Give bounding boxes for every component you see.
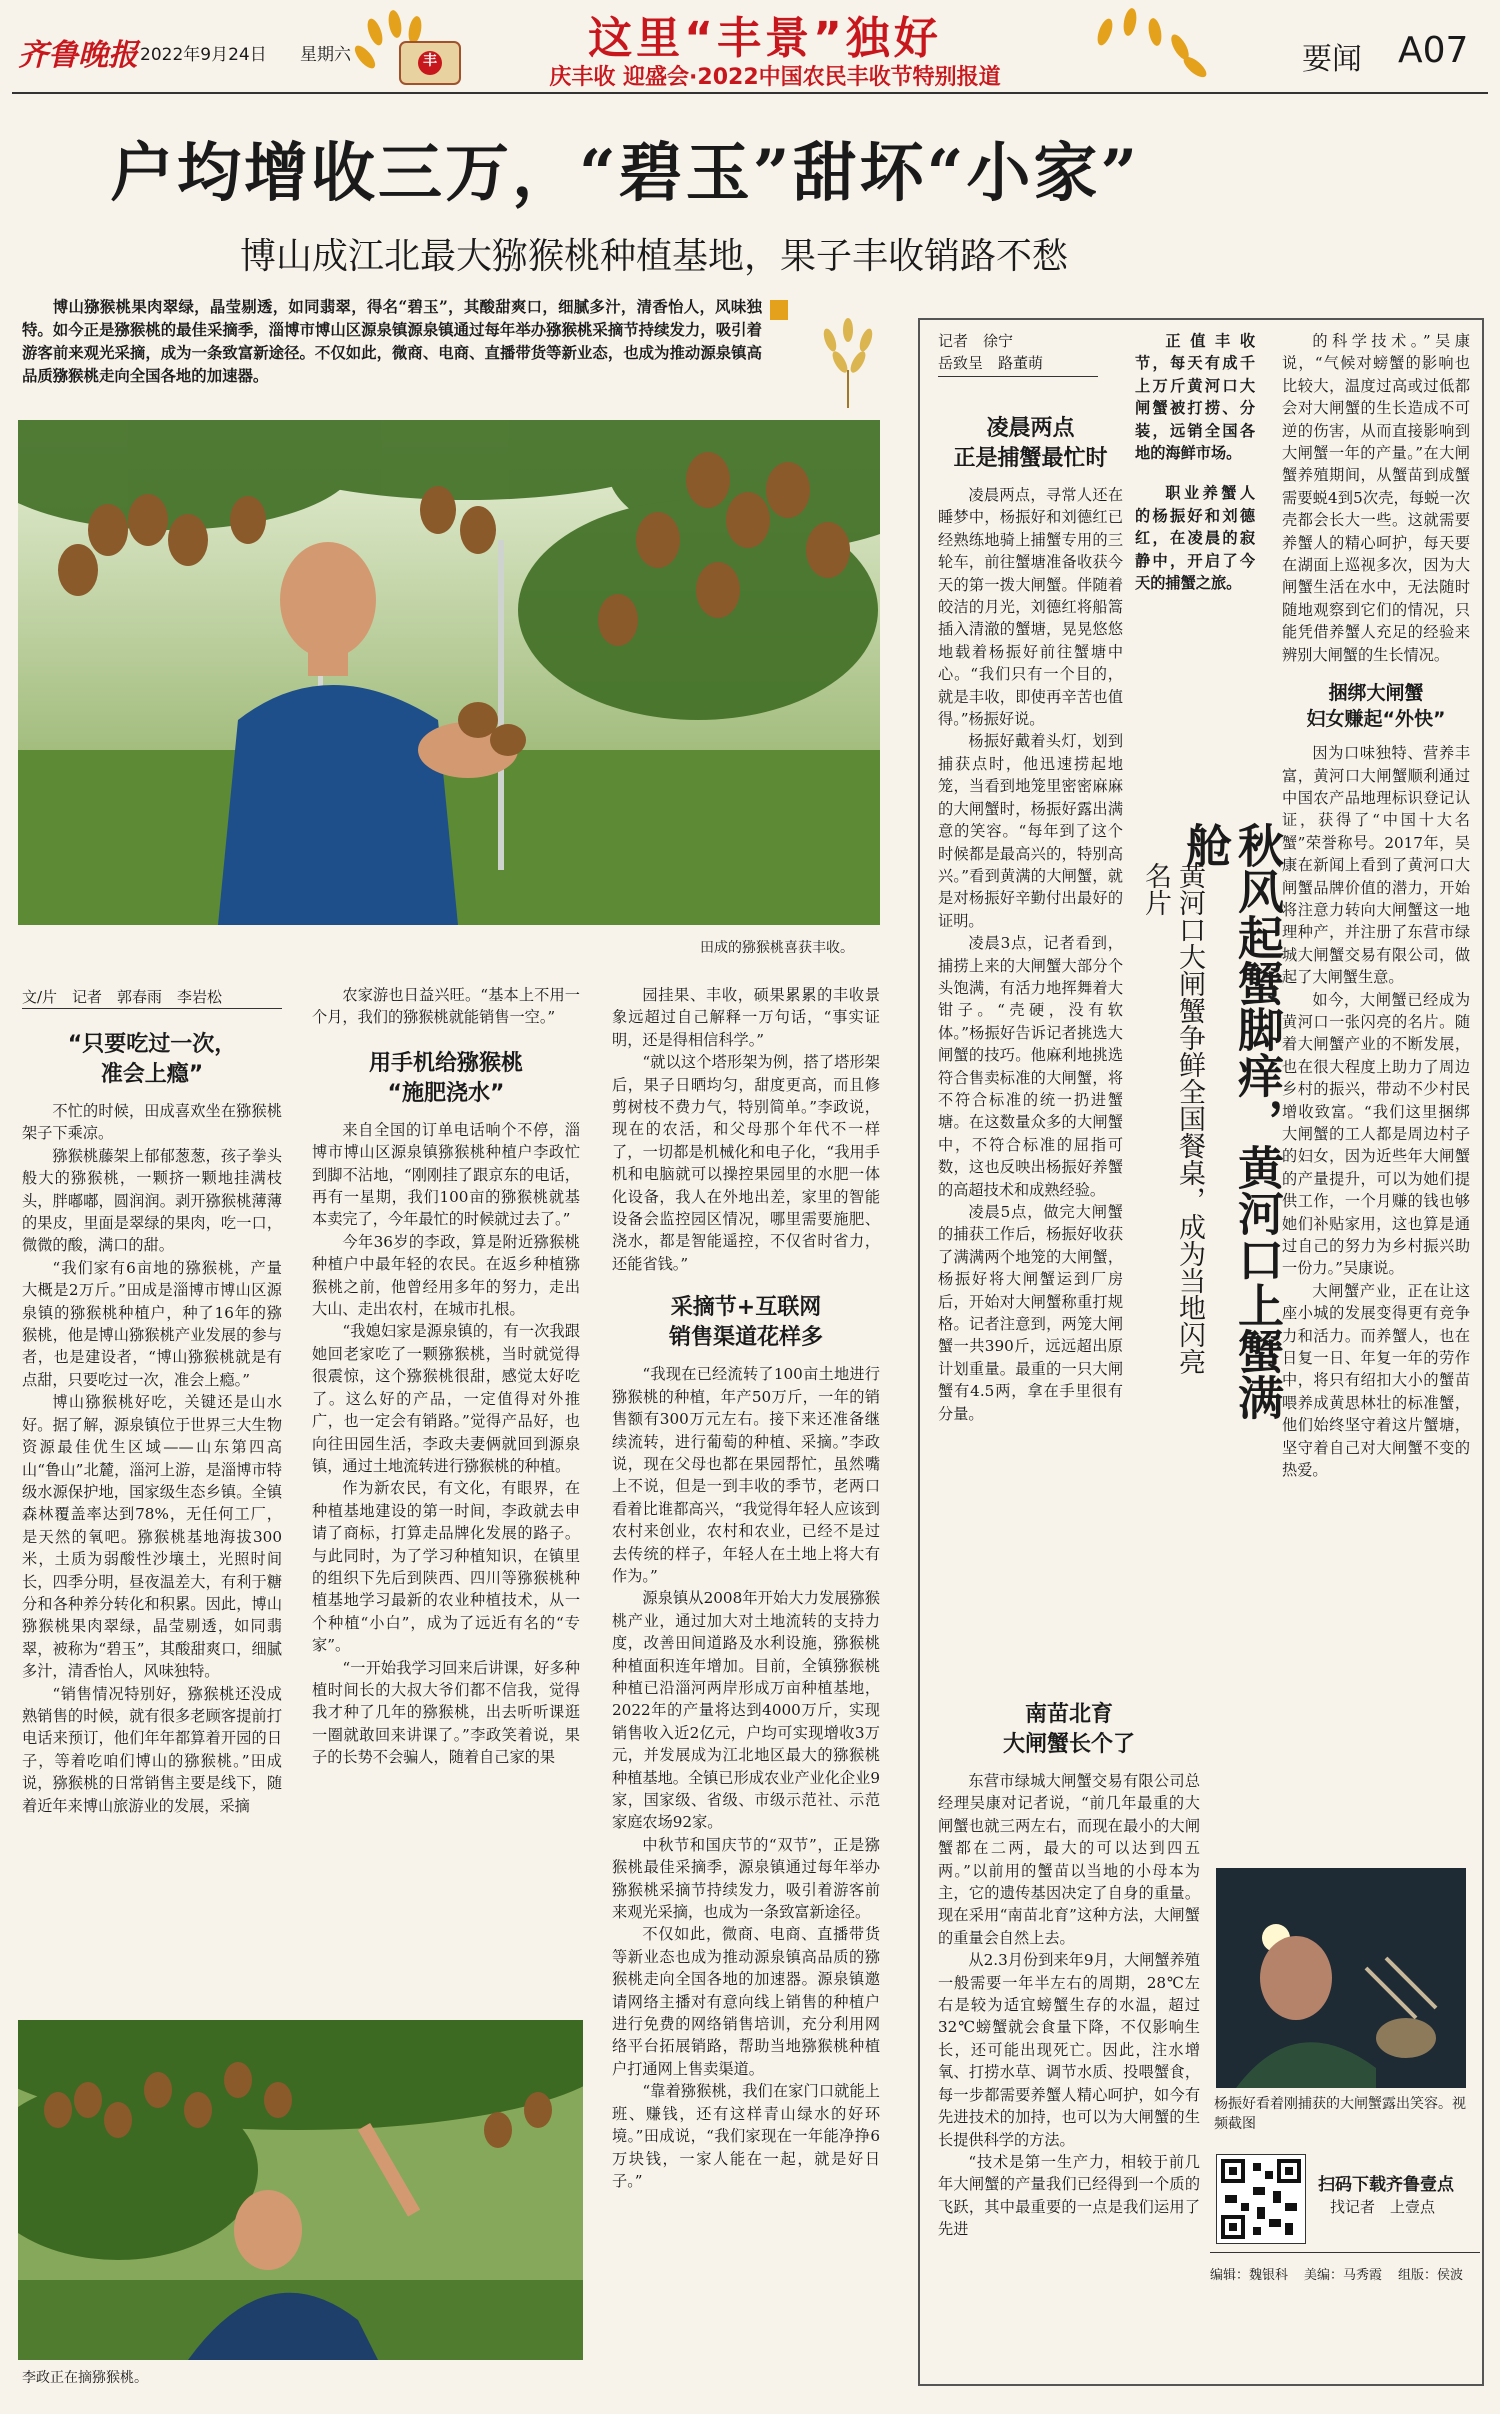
main-subtitle-3: 采摘节+互联网 销售渠道花样多 <box>668 1295 823 1351</box>
main-lead <box>22 296 762 412</box>
main-byline: 文/片 记者 郭春雨 李岩松 <box>22 988 223 1006</box>
paragraph: 不仅如此，微商、电商、直播带货等新业态也成为推动源泉镇高品质的猕猴桃走向全国各地的加速器。源泉镇邀请网络主播对有意向线上销售的种植户进行免费的网络销售培训，充分利用网络平台拓展销路，帮助当地猕猴桃种植户打通网上售卖渠道。 <box>612 1925 880 2078</box>
paragraph: 凌晨3点，记者看到，捕捞上来的大闸蟹大部分个头饱满，有活力地挥舞着大钳子。“壳硬，没有软体。”杨振好告诉记者挑选大闸蟹的技巧。他麻利地挑选符合售卖标准的大闸蟹，将不符合标准的统一扔进蟹塘。在这数量众多的大闸蟹中，不符合标准的屈指可数，这也反映出杨振好养蟹的高超技术和成熟经验。 <box>938 934 1123 1199</box>
paragraph: “一开始我学习回来后讲课，好多种植时间长的大叔大爷们都不信我，觉得我才种了几年的猕猴桃，出去听听课逛一圈就敢回来讲课了。”李政笑着说，果子的长势不会骗人，随着自己家的果 <box>312 1658 580 1767</box>
crab-column-1b <box>938 1700 1200 2380</box>
page-number: A07 <box>1398 30 1469 71</box>
wheat-left-icon <box>345 2 495 90</box>
issue-date: 2022年9月24日 <box>140 45 267 65</box>
qr-code[interactable] <box>1216 2154 1306 2244</box>
paragraph: 今年36岁的李政，算是附近猕猴桃种植户中最年轻的农民。在返乡种植猕猴桃之前，他曾经用多年的努力，走出大山、走出农村，在城市扎根。 <box>312 1232 580 1319</box>
harvest-banner <box>345 2 1225 90</box>
kiwi-picker-photo <box>18 2020 583 2360</box>
paragraph: “我媳妇家是源泉镇的，有一次我跟她回老家吃了一颗猕猴桃，当时就觉得很震惊，这个猕猴桃很甜，感觉太好吃了。这么好的产品，一定值得对外推广，也一定会有销路。”觉得产品好，也向往田园生活，李政夫妻俩就回到源泉镇，通过土地流转进行猕猴桃的种植。 <box>312 1322 580 1475</box>
crab-byline-rule <box>938 376 1098 377</box>
main-subhead: 博山成江北最大猕猴桃种植基地，果子丰收销路不愁 <box>240 236 1069 277</box>
paragraph: 博山猕猴桃好吃，关键还是山水好。据了解，源泉镇位于世界三大生物资源最佳优生区域——山东第四高山“鲁山”北麓，淄河上游，是淄博市特级水源保护地，国家级生态乡镇。全镇森林覆盖率达到78%，无任何工厂，是天然的氧吧。猕猴桃基地海拔300米，土质为弱酸性沙壤土，光照时间长，四季分明，昼夜温差大，有利于糖分和各种养分转化和积累。因此，博山猕猴桃果肉翠绿，晶莹剔透，如同翡翠，被称为“碧玉”，其酸甜爽口，细腻多汁，清香怡人，风味独特。 <box>22 1393 282 1681</box>
section-name: 要闻 <box>1302 42 1362 77</box>
paragraph: 凌晨两点，寻常人还在睡梦中，杨振好和刘德红已经熟练地骑上捕蟹专用的三轮车，前往蟹塘准备收获今天的第一拨大闸蟹。伴随着皎洁的月光，刘德红将船篙插入清澈的蟹塘，晃晃悠悠地载着杨振好前往蟹塘中心。“我们只有一个目的，就是丰收，即使再辛苦也值得。”杨振好说。 <box>938 486 1123 729</box>
paragraph: “我现在已经流转了100亩土地进行猕猴桃的种植，年产50万斤，一年的销售额有300万元左右。接下来还准备继续流转，进行葡萄的种植、采摘。”李政说，现在父母也都在果园帮忙，虽然嘴上不说，但是一到丰收的季节，老两口看着比谁都高兴，“我觉得年轻人应该到农村来创业，农村和农业，已经不是过去传统的样子，年轻人在土地上将大有作为。” <box>612 1365 880 1585</box>
crab-photo-caption: 杨振好看着刚捕获的大闸蟹露出笑容。视频截图 <box>1214 2096 1466 2132</box>
crab-subhead: 黄河口大闸蟹争鲜全国餐桌，成为当地闪亮名片 <box>1140 862 1205 1375</box>
crab-intro-column <box>1135 330 1255 730</box>
main-column-1 <box>22 1016 282 2016</box>
main-column-3 <box>612 984 880 2394</box>
paragraph: 不忙的时候，田成喜欢坐在猕猴桃架子下乘凉。 <box>22 1102 282 1143</box>
main-subtitle-2: 用手机给猕猴桃 “施肥浇水” <box>368 1050 523 1106</box>
crab-column-2 <box>1282 330 1470 1860</box>
paragraph: 园挂果、丰收，硕果累累的丰收景象远超过自己解释一万句话，“事实证明，还是得相信科学。” <box>612 986 880 1049</box>
editor-credit: 编辑：魏银科 <box>1210 2268 1289 2283</box>
paragraph: 源泉镇从2008年开始大力发展猕猴桃产业，通过加大对土地流转的支持力度，改善田间道路及水利设施，猕猴桃种植面积连年增加。目前，全镇猕猴桃种植已沿淄河两岸形成万亩种植基地，2022年的产量将达到4000万斤，实现销售收入近2亿元，户均可实现增收3万元，并发展成为江北地区最大的猕猴桃种植基地。全镇已形成农业产业化企业9家，国家级、省级、市级示范社、示范家庭农场92家。 <box>612 1589 880 1832</box>
masthead <box>0 0 1500 92</box>
footer-rule <box>1210 2252 1480 2253</box>
main-column-2 <box>312 984 580 2014</box>
paragraph: 大闸蟹产业，正在让这座小城的发展变得更有竞争力和活力。而养蟹人，也在日复一日、年复一年的劳作中，将只有绍扣大小的蟹苗喂养成黄思林壮的标准蟹，他们始终坚守着这片蟹塘，坚守着自己对大闸蟹不变的热爱。 <box>1282 1281 1470 1480</box>
crab-headline: 秋风起蟹脚痒，黄河口上蟹满舱 <box>1179 822 1285 1420</box>
photo1-caption: 田成的猕猴桃喜获丰收。 <box>700 940 854 956</box>
wheat-right-icon <box>1075 2 1225 90</box>
wheat-decoration-icon <box>770 300 900 410</box>
qr-title: 扫码下载齐鲁壹点 <box>1318 2175 1454 2195</box>
badge-char: 丰 <box>423 53 437 69</box>
paragraph: 中秋节和国庆节的“双节”，正是猕猴桃最佳采摘季，源泉镇通过每年举办猕猴桃采摘节持续发力，吸引着游客前来观光采摘，也成为一条致富新途径。 <box>612 1835 880 1922</box>
qr-subtitle: 找记者 上壹点 <box>1330 2198 1436 2216</box>
paragraph: 因为口味独特、营养丰富，黄河口大闸蟹顺利通过中国农产品地理标识登记认证，获得了“中国十大名蟹”荣誉称号。2017年，吴康在新闻上看到了黄河口大闸蟹品牌价值的潜力，开始将注意力转向大闸蟹这一地理种产，并注册了东营市绿城大闸蟹交易有限公司，做起了大闸蟹生意。 <box>1282 744 1470 987</box>
paragraph: 杨振好戴着头灯，划到捕获点时，他迅速捞起地笼，当看到地笼里密密麻麻的大闸蟹时，杨振好露出满意的笑容。“每年到了这个时候都是最高兴的，特别高兴。”看到黄满的大闸蟹，就是对杨振好辛勤付出最好的证明。 <box>938 732 1123 930</box>
crab-farmer-photo <box>1216 1868 1466 2088</box>
masthead-rule <box>12 92 1488 94</box>
paragraph: “靠着猕猴桃，我们在家门口就能上班、赚钱，还有这样青山绿水的好环境。”田成说，“我们家现在一年能净挣6万块钱，一家人能在一起，就是好日子。” <box>612 2082 880 2190</box>
paragraph: 作为新农民，有文化，有眼界，在种植基地建设的第一时间，李政就去申请了商标，打算走品牌化发展的路子。与此同时，为了学习种植知识，在镇里的组织下先后到陕西、四川等猕猴桃种植基地学习最新的农业种植技术，从一个种植“小白”，成为了远近有名的“专家”。 <box>312 1479 580 1655</box>
crab-subtitle-1: 凌晨两点 正是捕蟹最忙时 <box>953 416 1108 471</box>
paragraph: 如今，大闸蟹已经成为黄河口一张闪亮的名片。随着大闸蟹产业的不断发展，也在很大程度上助力了周边乡村的振兴，带动不少村民增收致富。“我们这里捆绑大闸蟹的工人都是周边村子的妇女，因为近些年大闸蟹的产量提升，可以为她们提供工作，一个月赚的钱也够她们补贴家用，这也算是通过自己的努力为乡村振兴助一份力。”吴康说。 <box>1282 990 1470 1278</box>
crab-subtitle-3: 捆绑大闸蟹 妇女赚起“外快” <box>1306 682 1446 731</box>
banner-subtitle: 庆丰收 迎盛会·2022中国农民丰收节特别报道 <box>549 65 1001 90</box>
layout-credit: 组版：侯波 <box>1398 2268 1464 2283</box>
paragraph: 猕猴桃藤架上郁郁葱葱，孩子拳头般大的猕猴桃，一颗挤一颗地挂满枝头，胖嘟嘟，圆润润。剥开猕猴桃薄薄的果皮，里面是翠绿的果肉，吃一口，微微的酸，满口的甜。 <box>22 1146 282 1255</box>
paragraph: 来自全国的订单电话响个不停，淄博市博山区源泉镇猕猴桃种植户李政忙到脚不沾地，“刚刚挂了跟京东的电话，再有一星期，我们100亩的猕猴桃就基本卖完了，今年最忙的时候就过去了。” <box>312 1120 580 1229</box>
paragraph: 东营市绿城大闸蟹交易有限公司总经理吴康对记者说，“前几年最重的大闸蟹也就三两左右，而现在最小的大闸蟹都在二两，最大的可以达到四五两。”以前用的蟹苗以当地的小母本为主，它的遗传基因决定了自身的重量。现在采用“南苗北育”这种方法，大闸蟹的重量会自然上去。 <box>938 1772 1200 1947</box>
paragraph: “我们家有6亩地的猕猴桃，产量大概是2万斤。”田成是淄博市博山区源泉镇的猕猴桃种植户，种了16年的猕猴桃，他是博山猕猴桃产业发展的参与者，也是建设者，“博山猕猴桃就是有点甜，只要吃过一次，准会上瘾。” <box>22 1258 282 1389</box>
intro-paragraph: 正值丰收节，每天有成千上万斤黄河口大闸蟹被打捞、分装，远销全国各地的海鲜市场。 <box>1135 332 1255 463</box>
crab-subtitle-2: 南苗北育 大闸蟹长个了 <box>1002 1702 1135 1757</box>
kiwi-farmer-photo <box>18 420 880 925</box>
paragraph: 的科学技术。”吴康说，“气候对螃蟹的影响也比较大，温度过高或过低都会对大闸蟹的生长造成不可逆的伤害，从而直接影响到大闸蟹一年的产量。”在大闸蟹养殖期间，从蟹苗到成蟹需要蜕4到5次壳，每蜕一次壳都会长大一些。这就需要养蟹人的精心呵护，每天要在湖面上巡视多次，因为大闸蟹生活在水中，无法随时随地观察到它们的情况，只能凭借养蟹人充足的经验来辨别大闸蟹的生长情况。 <box>1282 332 1470 664</box>
main-subtitle-1: “只要吃过一次， 准会上瘾” <box>67 1032 237 1087</box>
paragraph: 凌晨5点，做完大闸蟹的捕获工作后，杨振好收获了满满两个地笼的大闸蟹，杨振好将大闸蟹运到厂房后，开始对大闸蟹称重打规格。记者注意到，两笼大闸蟹一共390斤，远远超出原计划重量。最重的一只大闸蟹有4.5两，拿在手里很有分量。 <box>938 1203 1123 1423</box>
main-headline: 户均增收三万，“碧玉”甜坏“小家” <box>110 136 1141 211</box>
lead-paragraph: 博山猕猴桃果肉翠绿，晶莹剔透，如同翡翠，得名“碧玉”，其酸甜爽口，细腻多汁，清香怡人，风味独特。如今正是猕猴桃的最佳采摘季，淄博市博山区源泉镇源泉镇通过每年举办猕猴桃采摘节持续发力，吸引着游客前来观光采摘，成为一条致富新途径。不仅如此，微商、电商、直播带货等新业态，也成为推动源泉镇高品质猕猴桃走向全国各地的加速器。 <box>22 298 762 385</box>
crab-byline: 记者 徐宁 岳致呈 路董萌 <box>938 332 1044 372</box>
paragraph: “销售情况特别好，猕猴桃还没成熟销售的时候，就有很多老顾客提前打电话来预订，他们年年都算着开园的日子，等着吃咱们博山的猕猴桃。”田成说，猕猴桃的日常销售主要是线下，随着近年来博山旅游业的发展，采摘 <box>22 1684 282 1815</box>
paper-logo: 齐鲁晚报 <box>18 38 138 73</box>
byline-rule <box>22 1008 282 1009</box>
paragraph: 从2.3月份到来年9月，大闸蟹养殖一般需要一年半左右的周期，28℃左右是较为适宜螃蟹生存的水温，超过32℃螃蟹就会食量下降，不仅影响生长，还可能出现死亡。因此，注水增氧、打捞水草、调节水质、投喂蟹食，每一步都需要养蟹人精心呵护，如今有先进技术的加持，也可以为大闸蟹的生长提供科学的方法。 <box>938 1951 1200 2149</box>
intro-paragraph: 职业养蟹人的杨振好和刘德红，在凌晨的寂静中，开启了今天的捕蟹之旅。 <box>1135 484 1255 593</box>
issue-weekday: 星期六 <box>300 45 351 65</box>
paragraph: “技术是第一生产力，相较于前几年大闸蟹的产量我们已经得到一个质的飞跃，其中最重要的一点是我们运用了先进 <box>938 2152 1200 2239</box>
paragraph: “就以这个塔形架为例，搭了塔形架后，果子日晒均匀，甜度更高，而且修剪树枝不费力气，特别简单。”李政说，现在的农活，和父母那个年代不一样了，一切都是机械化和电子化，“我用手机和电脑就可以操控果园里的水肥一体化设备，我人在外地出差，家里的智能设备会监控园区情况，哪里需要施肥、浇水，都是智能遥控，不仅省时省力，还能省钱。” <box>612 1053 880 1273</box>
photo2-caption: 李政正在摘猕猴桃。 <box>22 2370 148 2386</box>
banner-title: 这里“丰景”独好 <box>588 13 942 64</box>
art-credit: 美编：马秀霞 <box>1304 2268 1383 2283</box>
paragraph: 农家游也日益兴旺。“基本上不用一个月，我们的猕猴桃就能销售一空。” <box>312 986 580 1027</box>
